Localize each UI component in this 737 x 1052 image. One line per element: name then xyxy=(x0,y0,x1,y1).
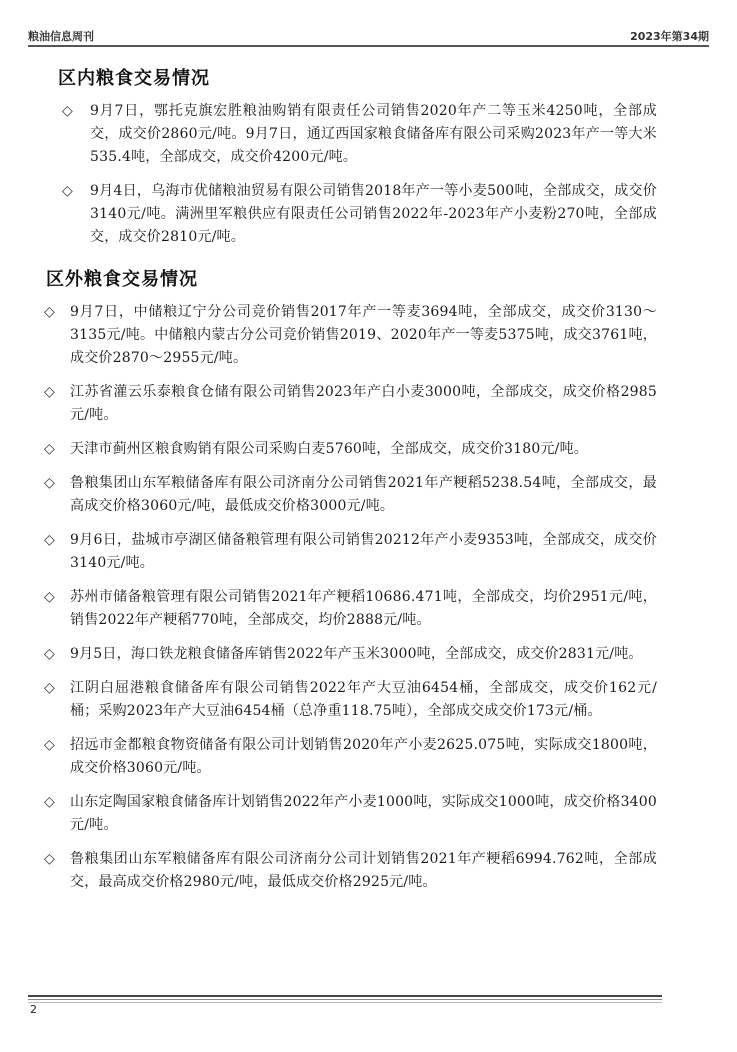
diamond-bullet-icon: ◇ xyxy=(62,103,73,119)
diamond-bullet-icon: ◇ xyxy=(44,304,55,320)
item-text: 9月5日，海口铁龙粮食储备库销售2022年产玉米3000吨，全部成交，成交价2831元/吨。 xyxy=(70,646,643,662)
diamond-bullet-icon: ◇ xyxy=(44,851,55,867)
item-text: 江阴白屈港粮食储备库有限公司销售2022年产大豆油6454桶，全部成交，成交价162元/桶；采购2023年产大豆油6454桶（总净重118.75吨），全部成交成交价173元/桶。 xyxy=(70,680,657,719)
diamond-bullet-icon: ◇ xyxy=(44,384,55,400)
item-text: 天津市蓟州区粮食购销有限公司采购白麦5760吨，全部成交，成交价3180元/吨。 xyxy=(70,441,588,457)
item-text: 9月6日，盐城市亭湖区储备粮管理有限公司销售20212年产小麦9353吨，全部成交，成交价3140元/吨。 xyxy=(70,532,657,571)
section-title: 区内粮食交易情况 xyxy=(58,68,210,89)
item-text: 鲁粮集团山东军粮储备库有限公司济南分公司计划销售2021年产粳稻6994.762吨，全部成交，最高成交价格2980元/吨，最低成交价格2925元/吨。 xyxy=(70,851,657,890)
item-text: 9月7日，鄂托克旗宏胜粮油购销有限责任公司销售2020年产二等玉米4250吨，全部成交，成交价2860元/吨。9月7日，通辽西国家粮食储备库有限公司采购2023年产一等大米535.4吨，全部成交，成交价4200元/吨。 xyxy=(90,103,657,165)
list-item xyxy=(36,677,657,723)
list-item xyxy=(36,586,657,632)
list-item xyxy=(36,301,657,370)
diamond-bullet-icon: ◇ xyxy=(62,183,73,199)
list-item xyxy=(48,180,657,249)
diamond-bullet-icon: ◇ xyxy=(44,794,55,810)
diamond-bullet-icon: ◇ xyxy=(44,589,55,605)
diamond-bullet-icon: ◇ xyxy=(44,475,55,491)
item-text: 山东定陶国家粮食储备库计划销售2022年产小麦1000吨，实际成交1000吨，成交价格3400元/吨。 xyxy=(70,794,657,833)
item-text: 江苏省灌云乐泰粮食仓储有限公司销售2023年产白小麦3000吨，全部成交，成交价格2985元/吨。 xyxy=(70,384,657,423)
diamond-bullet-icon: ◇ xyxy=(44,680,55,696)
header-rule xyxy=(28,45,709,47)
issue-number: 2023年第34期 xyxy=(630,30,709,43)
item-text: 鲁粮集团山东军粮储备库有限公司济南分公司销售2021年产粳稻5238.54吨，全部成交，最高成交价格3060元/吨，最低成交价格3000元/吨。 xyxy=(70,475,657,514)
list-item xyxy=(36,734,657,780)
list-item xyxy=(36,643,657,666)
diamond-bullet-icon: ◇ xyxy=(44,532,55,548)
diamond-bullet-icon: ◇ xyxy=(44,646,55,662)
footer-rule xyxy=(28,995,662,1003)
publication-name: 粮油信息周刊 xyxy=(28,30,94,43)
list-item xyxy=(36,791,657,837)
item-text: 苏州市储备粮管理有限公司销售2021年产粳稻10686.471吨，全部成交，均价2951元/吨，销售2022年产粳稻770吨，全部成交，均价2888元/吨。 xyxy=(70,589,657,628)
section-title: 区外粮食交易情况 xyxy=(46,269,198,290)
list-item xyxy=(36,438,657,461)
list-item xyxy=(36,848,657,894)
page-header xyxy=(28,22,709,44)
page-number: 2 xyxy=(30,1003,37,1016)
item-text: 9月4日，乌海市优储粮油贸易有限公司销售2018年产一等小麦500吨，全部成交，成交价3140元/吨。满洲里军粮供应有限责任公司销售2022年-2023年产小麦粉270吨，全部成交，成交价2810元/吨。 xyxy=(90,183,657,245)
section-external-trades xyxy=(36,265,657,894)
page-content xyxy=(44,64,657,905)
list-item xyxy=(36,472,657,518)
section-regional-trades xyxy=(48,64,657,249)
list-item xyxy=(36,381,657,427)
item-text: 9月7日，中储粮辽宁分公司竞价销售2017年产一等麦3694吨，全部成交，成交价3130～3135元/吨。中储粮内蒙古分公司竞价销售2019、2020年产一等麦5375吨，成交3761吨，成交价2870～2955元/吨。 xyxy=(70,304,657,366)
diamond-bullet-icon: ◇ xyxy=(44,441,55,457)
list-item xyxy=(36,529,657,575)
diamond-bullet-icon: ◇ xyxy=(44,737,55,753)
item-text: 招远市金都粮食物资储备有限公司计划销售2020年产小麦2625.075吨，实际成交1800吨，成交价格3060元/吨。 xyxy=(70,737,657,776)
list-item xyxy=(48,100,657,169)
